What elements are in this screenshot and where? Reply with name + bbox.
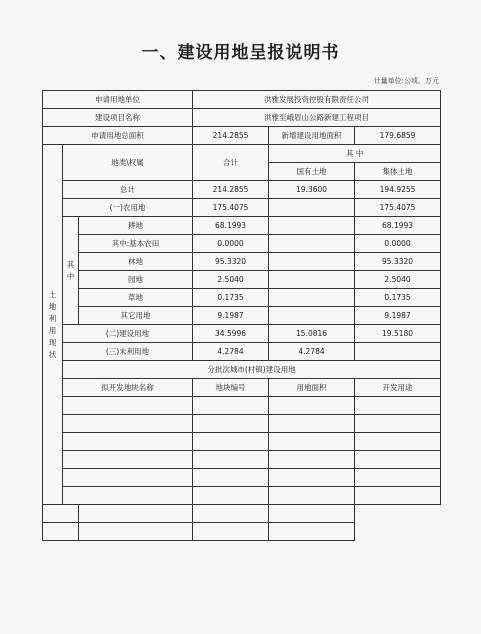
table-row: (一)农用地 175.4075 175.4075 xyxy=(43,199,441,217)
total-header: 合计 xyxy=(193,145,269,181)
of-which-header: 其 中 xyxy=(269,145,441,163)
blank-row xyxy=(43,487,441,505)
project-label: 建设项目名称 xyxy=(43,109,193,127)
of-which-label: 其 中 xyxy=(63,217,79,325)
table-row: 其中:基本农田 0.0000 0.0000 xyxy=(43,235,441,253)
table-row: 林地 95.3320 95.3320 xyxy=(43,253,441,271)
table-row: 草地 0.1735 0.1735 xyxy=(43,289,441,307)
new-area-label: 新增建设用地面积 xyxy=(269,127,355,145)
table-row: 其 中 耕地 68.1993 68.1993 xyxy=(43,217,441,235)
header-row xyxy=(43,145,441,163)
blank-row xyxy=(43,523,441,541)
applicant-value: 洪雅发展投资控股有限责任公司 xyxy=(193,91,441,109)
applicant-row xyxy=(43,91,441,109)
land-report-table xyxy=(42,90,441,541)
batch-header-row xyxy=(43,379,441,397)
blank-row xyxy=(43,505,441,523)
total-area-value: 214.2855 xyxy=(193,127,269,145)
table-row: 总计 214.2855 19.3600 194.9255 xyxy=(43,181,441,199)
land-type-header: 地类\权属 xyxy=(63,145,193,181)
table-row: 园地 2.5040 2.5040 xyxy=(43,271,441,289)
plot-number-header: 地块编号 xyxy=(193,379,269,397)
plot-use-header: 开发用途 xyxy=(355,379,441,397)
table-row: (三)未利用地 4.2784 4.2784 xyxy=(43,343,441,361)
applicant-label: 申请用地单位 xyxy=(43,91,193,109)
total-area-label: 申请用地总面积 xyxy=(43,127,193,145)
unit-note: 计量单位:公顷、万元 xyxy=(373,77,439,85)
blank-row xyxy=(43,451,441,469)
document-title: 一、建设用地呈报说明书 xyxy=(141,43,340,63)
project-value: 洪雅至峨眉山公路新建工程项目 xyxy=(193,109,441,127)
new-area-value: 179.6859 xyxy=(355,127,441,145)
area-row xyxy=(43,127,441,145)
blank-row xyxy=(43,415,441,433)
blank-row xyxy=(43,433,441,451)
table-row: 其它用地 9.1987 9.1987 xyxy=(43,307,441,325)
batch-title-row xyxy=(43,361,441,379)
project-row xyxy=(43,109,441,127)
blank-row xyxy=(43,469,441,487)
plot-area-header: 用地面积 xyxy=(269,379,355,397)
batch-title: 分批次城市(村镇)建设用地 xyxy=(63,361,441,379)
state-land-header: 国有土地 xyxy=(269,163,355,181)
blank-row xyxy=(43,397,441,415)
plot-name-header: 拟开发地块名称 xyxy=(63,379,193,397)
land-use-status-label: 土 地 利 用 现 状 xyxy=(43,145,63,505)
table-row: (二)建设用地 34.5996 15.0816 19.5180 xyxy=(43,325,441,343)
collective-land-header: 集体土地 xyxy=(355,163,441,181)
